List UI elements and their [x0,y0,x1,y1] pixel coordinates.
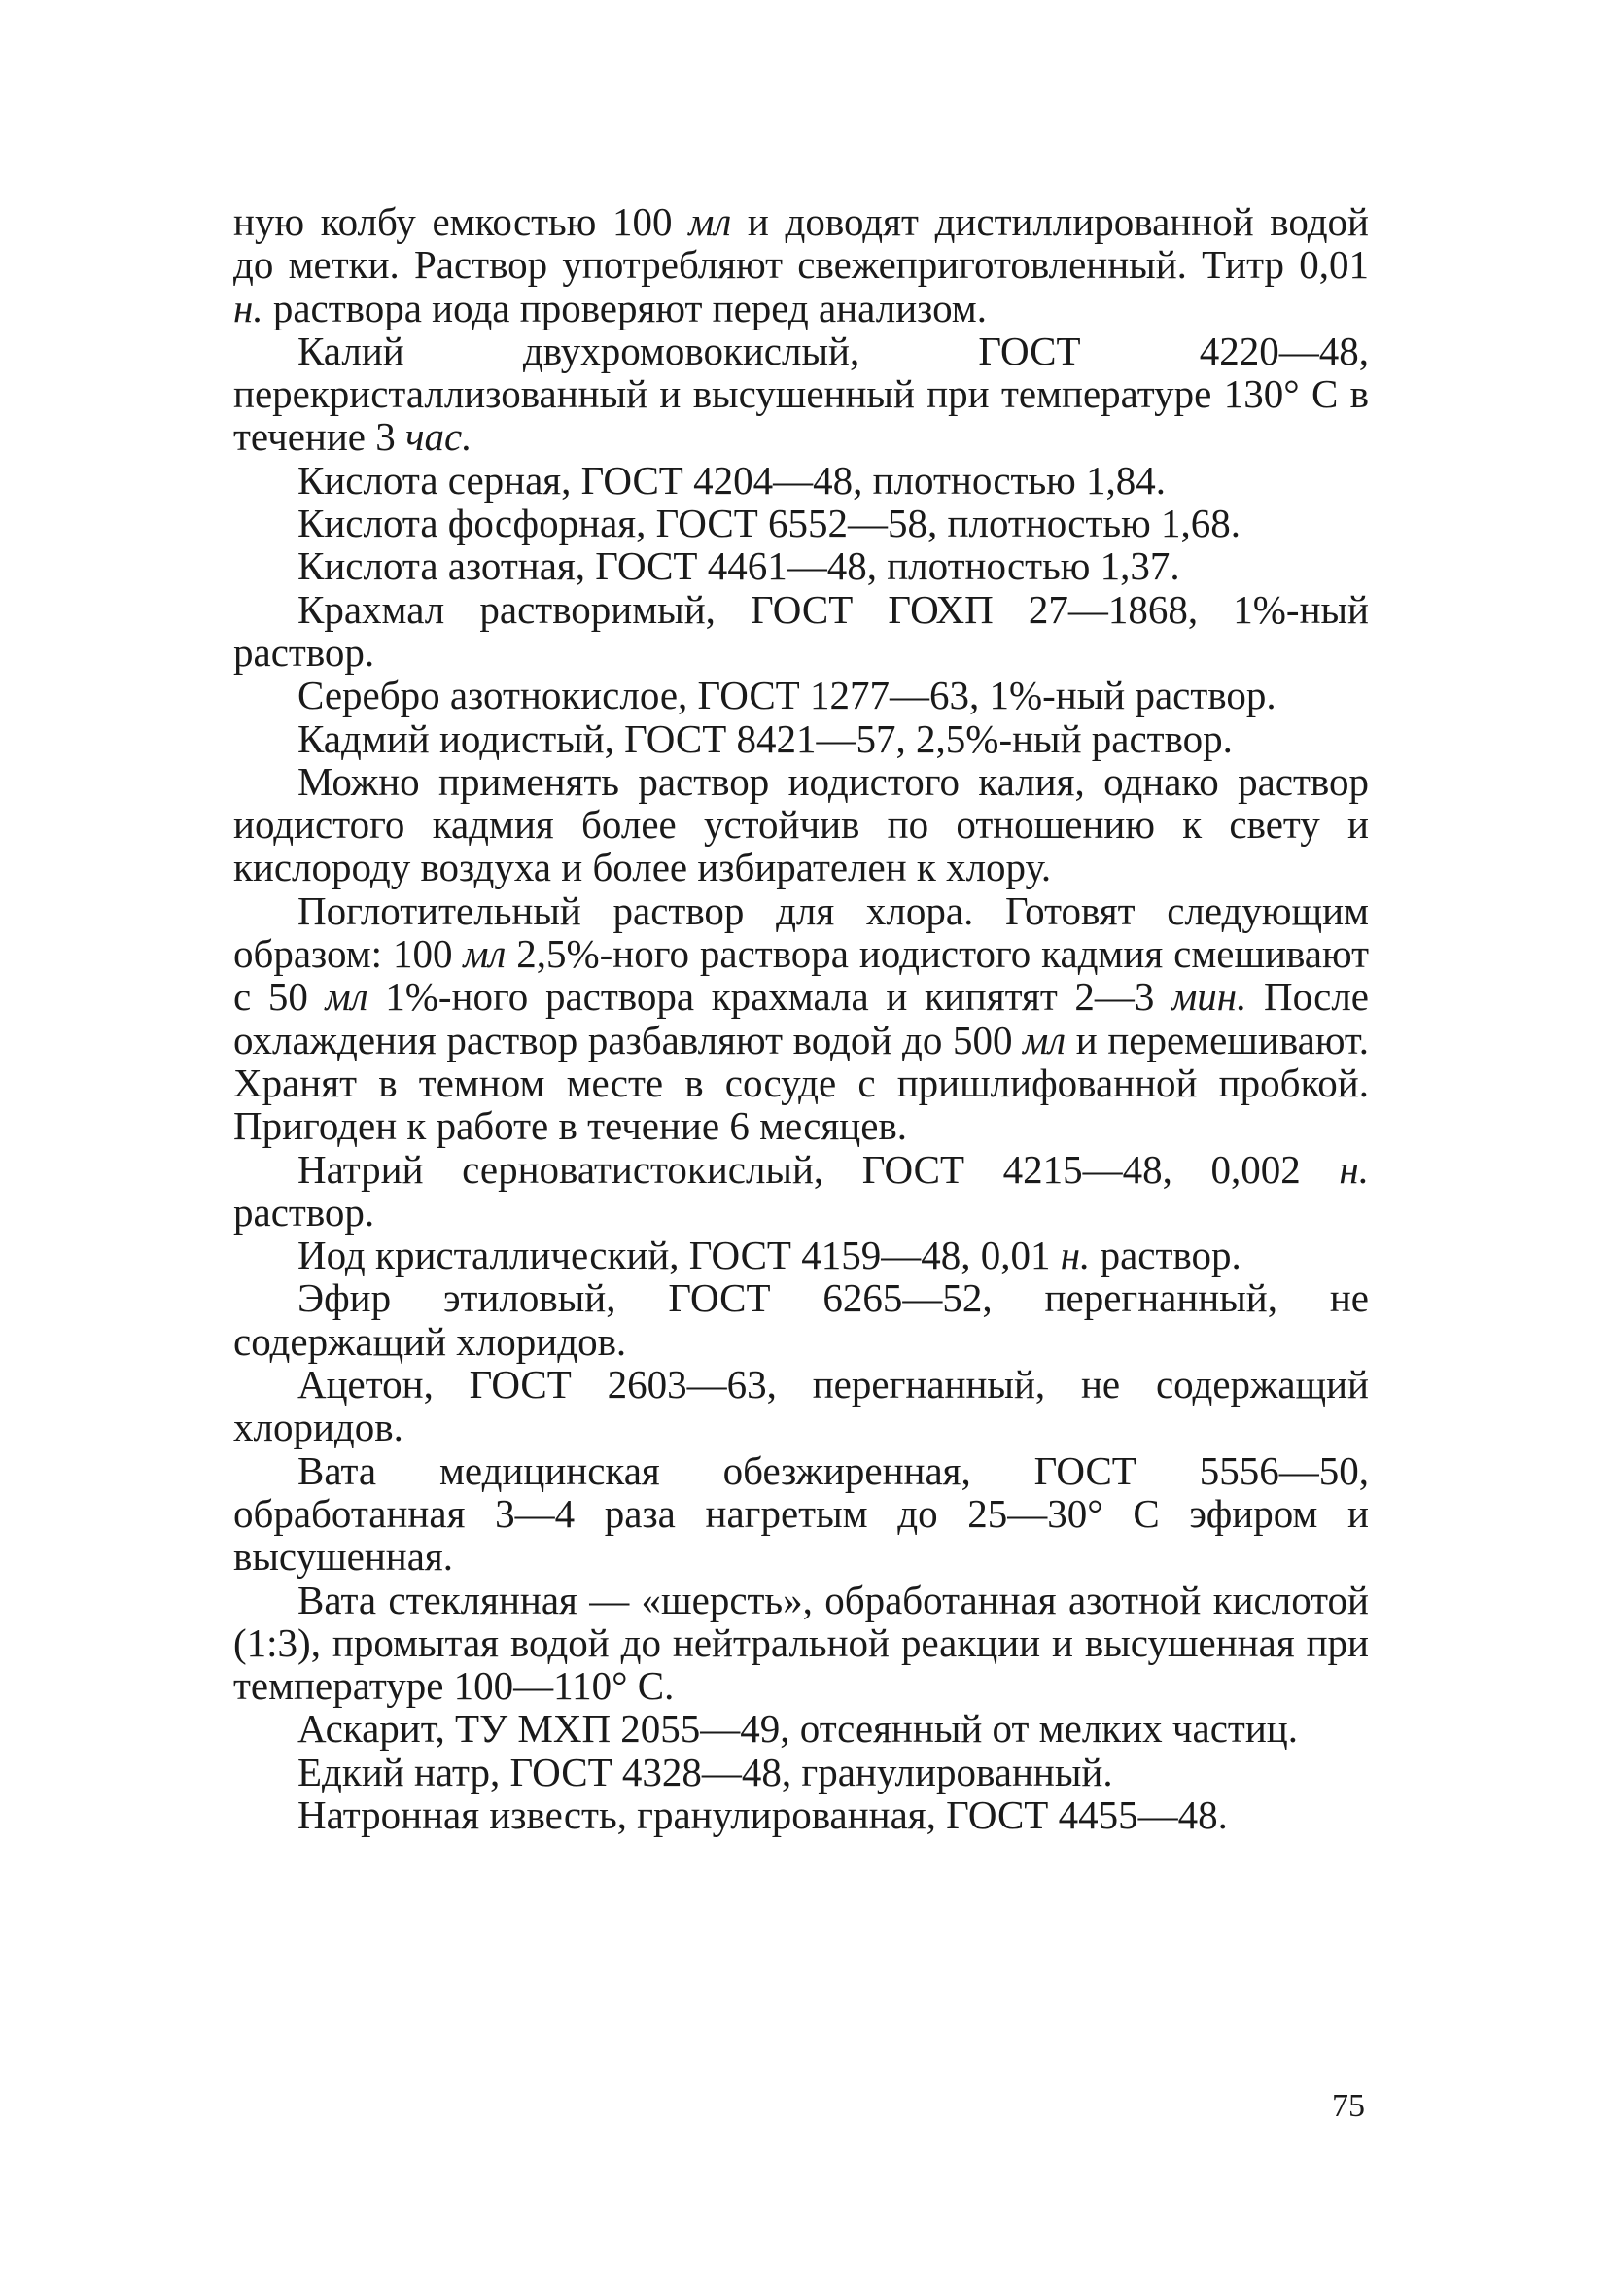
paragraph [233,889,1369,1148]
paragraph [233,1793,1369,1836]
paragraph [233,200,1369,330]
paragraph [233,1234,1369,1276]
italic-unit: н. [233,285,263,330]
page-number: 75 [1332,2088,1365,2124]
italic-unit: мл [1023,1017,1066,1062]
paragraph [233,502,1369,544]
paragraph [233,674,1369,716]
text-segment: Кислота фосфорная, ГОСТ 6552—58, плотностью 1,68. [297,501,1241,546]
paragraph [233,544,1369,587]
paragraph [233,1148,1369,1235]
text-segment: Аскарит, ТУ МХП 2055—49, отсеянный от мелких частиц. [297,1706,1298,1752]
paragraph [233,717,1369,760]
italic-unit: н. [1339,1146,1369,1192]
text-segment: Вата стеклянная — «шерсть», обработанная азотной кислотой (1:3), промытая водой до нейтральной реакции и высушенная при температуре 100—110° С. [233,1577,1369,1709]
paragraph [233,1449,1369,1579]
text-segment: Натрий серноватистокислый, ГОСТ 4215—48, 0,002 [297,1146,1340,1192]
paragraph [233,1751,1369,1793]
text-segment: раствор. [233,1189,375,1235]
paragraph [233,588,1369,675]
text-segment: Кислота азотная, ГОСТ 4461—48, плотностью 1,37. [297,543,1180,589]
italic-unit: мин. [1171,974,1247,1020]
text-segment: Кислота серная, ГОСТ 4204—48, плотностью 1,84. [297,457,1167,503]
paragraph [233,760,1369,889]
text-segment: Крахмал растворимый, ГОСТ ГОХП 27—1868, 1%-ный раствор. [233,586,1369,675]
text-segment: ную колбу емкостью 100 [233,199,689,244]
text-segment: Вата медицинская обезжиренная, ГОСТ 5556—50, обработанная 3—4 раза нагретым до 25—30° С эфиром и высушенная. [233,1447,1369,1580]
text-segment: Едкий натр, ГОСТ 4328—48, гранулированный. [297,1749,1113,1794]
text-segment: и доводят дистиллированной водой до метки. Раствор употребляют свежеприготовленный. Титр 0,01 [233,199,1369,288]
text-segment: Натронная известь, гранулированная, ГОСТ 4455—48. [297,1792,1228,1837]
text-segment: Кадмий иодистый, ГОСТ 8421—57, 2,5%-ный раствор. [297,715,1233,761]
text-segment: Эфир этиловый, ГОСТ 6265—52, перегнанный, не содержащий хлоридов. [233,1275,1369,1364]
italic-unit: н. [1060,1233,1091,1278]
text-segment: раствор. [1090,1233,1241,1278]
paragraph [233,330,1369,459]
paragraph [233,1707,1369,1750]
paragraph [233,1276,1369,1363]
paragraph [233,459,1369,502]
text-segment: Ацетон, ГОСТ 2603—63, перегнанный, не содержащий хлоридов. [233,1362,1369,1450]
text-segment: Можно применять раствор иодистого калия, однако раствор иодистого кадмия более устойчив по отношению к свету и кислороду воздуха и более избирателен к хлору. [233,758,1369,890]
italic-unit: мл [688,199,732,244]
italic-unit: мл [463,931,507,977]
text-segment: После охлаждения раствор разбавляют водой до 500 [233,974,1370,1062]
italic-unit: час. [405,414,472,460]
text-segment: и перемешивают. Хранят в темном месте в сосуде с пришлифованной пробкой. Пригоден к работе в течение 6 месяцев. [233,1017,1370,1149]
text-segment: 2,5%-ного раствора иодистого кадмия смешивают с 50 [233,931,1369,1020]
text-segment: Калий двухромовокислый, ГОСТ 4220—48, перекристаллизованный и высушенный при температуре 130° С в течение 3 [233,328,1369,460]
text-segment: Иод кристаллический, ГОСТ 4159—48, 0,01 [297,1233,1061,1278]
text-segment: Серебро азотнокислое, ГОСТ 1277—63, 1%-ный раствор. [297,673,1276,718]
page-body [233,200,1369,1836]
text-segment: раствора иода проверяют перед анализом. [262,285,987,330]
italic-unit: мл [325,974,368,1020]
paragraph [233,1363,1369,1449]
text-segment: Поглотительный раствор для хлора. Готовят следующим образом: 100 [233,887,1369,977]
text-segment: 1%-ного раствора крахмала и кипятят 2—3 [367,974,1172,1020]
paragraph [233,1579,1369,1708]
